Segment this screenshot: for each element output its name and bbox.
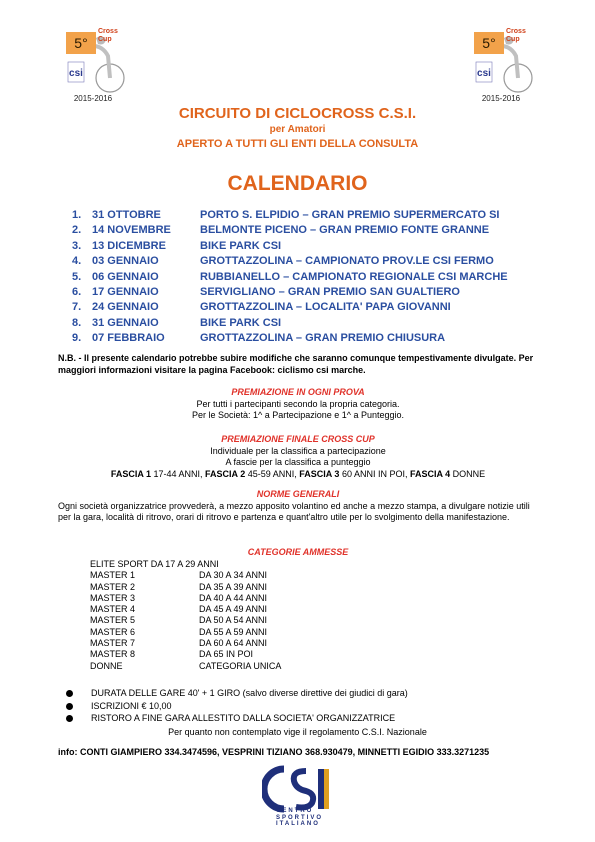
event-number: 6. [72,285,82,298]
norme-text: Ogni società organizzatrice provvederà, a mezzo apposito volantino ed anche a mezzo stampa, a divulgare notizie utili per la gara, località di ritrovo, orari di ritrovo e partenza e quant'altro utile per lo svolgimento della manifestazione. [58,500,530,522]
category-row [90,593,390,604]
logo-line: ITALIANO [276,821,320,827]
category-range: DA 30 A 34 ANNI [199,570,268,581]
category-range: DA 55 A 59 ANNI [199,626,268,637]
logo-line: SPORTIVO [276,814,324,821]
edition-badge: 5° [66,32,96,54]
event-row [60,209,540,224]
contact-info: info: CONTI GIAMPIERO 334.3474596, VESPRINI TIZIANO 368.930479, MINNETTI EGIDIO 333.3271235 [58,747,490,757]
cross-cup-label [98,28,118,44]
regolamento-note: Per quanto non contemplato vige il regolamento C.S.I. Nazionale [168,727,427,737]
section-line: Per tutti i partecipanti secondo la propria categoria. [196,398,400,409]
event-place: BIKE PARK CSI [200,239,282,252]
bullet-icon [66,690,73,697]
cross-cup-label [506,28,526,44]
event-date: 13 DICEMBRE [92,239,166,252]
section-line: A fascie per la classifica a punteggio [225,457,371,467]
tagline: APERTO A TUTTI GLI ENTI DELLA CONSULTA [176,138,419,150]
event-list [60,209,540,348]
event-place: SERVIGLIANO – GRAN PREMIO SAN GUALTIERO [200,285,460,298]
edition-badge: 5° [474,32,504,54]
bullet-icon [66,715,73,722]
subtitle: per Amatori [269,124,326,135]
fascia-range: 60 ANNI IN POI, [339,468,410,479]
event-number: 4. [72,255,82,268]
event-row [60,332,540,347]
category-elite: ELITE SPORT DA 17 A 29 ANNI [90,559,219,569]
event-place: GROTTAZZOLINA – LOCALITA' PAPA GIOVANNI [200,301,451,314]
calendar-note: N.B. - Il presente calendario potrebbe subire modifiche che saranno comunque tempestivamente divulgate. Per maggiori informazioni visitare la pagina Facebook: ciclismo csi marche. [58,353,534,375]
bullet-icon [66,703,73,710]
event-row [60,224,540,239]
category-row [90,638,390,649]
cross-label: Cross [98,28,118,35]
event-date: 31 OTTOBRE [92,209,161,221]
category-range: DA 40 A 44 ANNI [199,592,268,603]
section-line: Per le Società: 1^ a Partecipazione e 1^ a Punteggio. [191,410,405,420]
bullet-text: DURATA DELLE GARE 40' + 1 GIRO (salvo diverse direttive dei giudici di gara) [91,688,408,698]
fascia-label: FASCIA 1 [110,468,151,479]
category-name: DONNE [90,660,123,671]
main-title: CIRCUITO DI CICLOCROSS C.S.I. [178,105,417,122]
category-range: DA 45 A 49 ANNI [199,604,268,615]
event-number: 9. [72,332,82,345]
category-row [90,615,390,626]
fascia-label: FASCIA 4 [409,468,451,479]
cup-label: Cup [506,36,520,43]
category-range: DA 60 A 64 ANNI [199,638,268,649]
event-date: 17 GENNAIO [92,285,159,298]
event-row [60,286,540,301]
fascia-range: 45-59 ANNI, [245,468,300,479]
category-row [90,559,390,570]
cross-label: Cross [506,28,526,35]
category-row [90,604,390,615]
logo-line: CENTRO [276,808,314,814]
bullet-text: RISTORO A FINE GARA ALLESTITO DALLA SOCIETA' ORGANIZZATRICE [91,713,396,723]
fascia-range: DONNE [450,468,486,479]
event-number: 8. [72,316,82,329]
event-place: BELMONTE PICENO – GRAN PREMIO FONTE GRANNE [200,224,490,237]
fasce-line [58,469,538,481]
category-range: DA 50 A 54 ANNI [199,615,268,626]
csi-logo-text [276,808,323,828]
event-place: GROTTAZZOLINA – GRAN PREMIO CHIUSURA [200,332,446,345]
event-row [60,255,540,270]
event-number: 5. [72,270,82,283]
category-name: MASTER 3 [90,592,136,603]
bullet-item [66,700,536,713]
svg-text:csi: csi [69,68,83,79]
fascia-label: FASCIA 3 [299,468,340,479]
categorie-heading: CATEGORIE AMMESSE [247,547,349,557]
category-row [90,582,390,593]
category-name: MASTER 7 [90,638,136,649]
fascia-label: FASCIA 2 [205,468,246,479]
bullet-text: ISCRIZIONI € 10,00 [91,700,172,711]
event-number: 1. [72,209,82,221]
rules-bullet-list [66,687,536,725]
category-range: DA 65 IN POI [199,649,254,660]
bullet-item [66,687,536,700]
section-heading: PREMIAZIONE FINALE CROSS CUP [221,434,375,444]
section-heading: NORME GENERALI [256,489,340,499]
cup-label: Cup [98,36,112,43]
event-row [60,240,540,255]
event-place: RUBBIANELLO – CAMPIONATO REGIONALE CSI MARCHE [200,270,508,283]
event-date: 31 GENNAIO [92,316,159,329]
event-place: PORTO S. ELPIDIO – GRAN PREMIO SUPERMERCATO SI [200,209,500,221]
event-place: BIKE PARK CSI [200,316,282,329]
category-name: MASTER 2 [90,581,136,592]
category-name: MASTER 6 [90,626,136,637]
season-years: 2015-2016 [73,94,113,103]
category-name: MASTER 5 [90,615,136,626]
event-date: 07 FEBBRAIO [92,332,165,345]
premiazione-prova-section [58,387,538,422]
category-row [90,649,390,660]
category-row [90,627,390,638]
event-date: 24 GENNAIO [92,301,159,314]
event-number: 3. [72,239,82,252]
season-years: 2015-2016 [481,94,521,103]
event-number: 2. [72,224,82,237]
category-name: MASTER 1 [90,570,136,581]
event-date: 14 NOVEMBRE [92,224,171,237]
categorie-list [90,559,390,672]
category-range: CATEGORIA UNICA [199,660,282,671]
category-row [90,570,390,581]
event-number: 7. [72,301,82,314]
event-row [60,301,540,316]
norme-generali-section [58,489,538,524]
premiazione-finale-section [58,434,538,480]
event-date: 06 GENNAIO [92,270,159,283]
section-heading: PREMIAZIONE IN OGNI PROVA [231,387,365,397]
cross-cup-logo-right [466,26,536,106]
category-range: DA 35 A 39 ANNI [199,581,268,592]
fascia-range: 17-44 ANNI, [151,468,206,479]
section-line: Individuale per la classifica a partecipazione [210,445,386,456]
event-place: GROTTAZZOLINA – CAMPIONATO PROV.LE CSI FERMO [200,255,494,268]
category-name: MASTER 4 [90,604,136,615]
event-date: 03 GENNAIO [92,255,159,268]
category-name: MASTER 8 [90,649,136,660]
calendar-heading: CALENDARIO [227,172,368,195]
svg-text:csi: csi [477,68,491,79]
bullet-item [66,712,536,725]
event-row [60,317,540,332]
cross-cup-logo-left [58,26,128,106]
event-row [60,271,540,286]
category-row [90,661,390,672]
